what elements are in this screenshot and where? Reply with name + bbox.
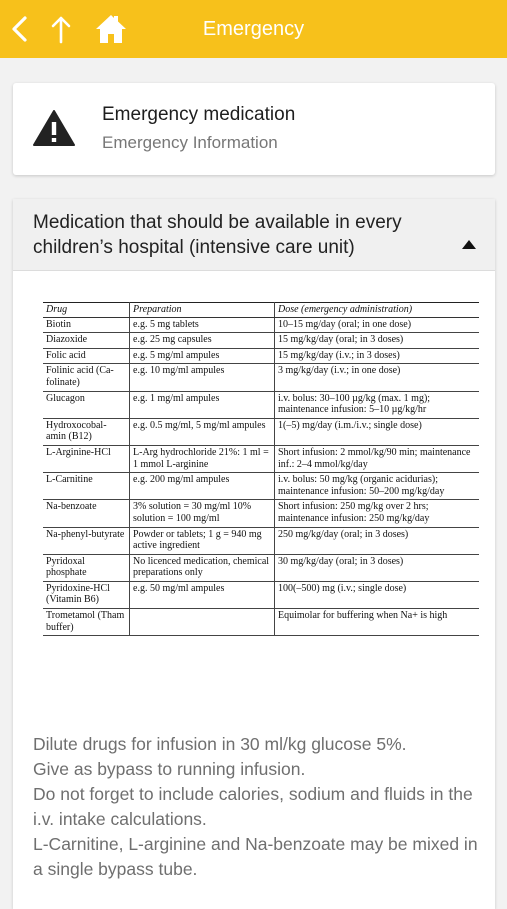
triangle-up-icon[interactable] xyxy=(462,240,476,249)
table-row xyxy=(43,527,479,554)
card-title: Emergency medication xyxy=(102,104,296,125)
table-row xyxy=(43,348,479,364)
table-row xyxy=(43,333,479,349)
drug-cell: Glucagon xyxy=(43,391,130,418)
instruction-line: Dilute drugs for infusion in 30 ml/kg glucose 5%. xyxy=(33,734,407,754)
medication-table xyxy=(43,302,479,636)
drug-cell: Pyridoxine-HCl (Vitamin B6) xyxy=(43,581,130,608)
dose-cell: Short infusion: 2 mmol/kg/90 min; maintenance inf.: 2–4 mmol/kg/day xyxy=(275,445,480,472)
drug-cell: Folic acid xyxy=(43,348,130,364)
table-row xyxy=(43,500,479,527)
table-row xyxy=(43,418,479,445)
preparation-cell xyxy=(130,609,275,636)
preparation-cell: e.g. 1 mg/ml ampules xyxy=(130,391,275,418)
table-row xyxy=(43,473,479,500)
drug-cell: Pyridoxal phosphate xyxy=(43,554,130,581)
table-header-row xyxy=(43,303,479,318)
drug-cell: Na-phenyl-butyrate xyxy=(43,527,130,554)
preparation-cell: e.g. 200 mg/ml ampules xyxy=(130,473,275,500)
warning-icon xyxy=(32,109,76,147)
dose-cell: 30 mg/kg/day (oral; in 3 doses) xyxy=(275,554,480,581)
preparation-cell: No licenced medication, chemical preparations only xyxy=(130,554,275,581)
preparation-cell: L-Arg hydrochloride 21%: 1 ml = 1 mmol L-arginine xyxy=(130,445,275,472)
dose-cell: Equimolar for buffering when Na+ is high xyxy=(275,609,480,636)
instruction-line: Give as bypass to running infusion. xyxy=(33,759,306,779)
instruction-line: Do not forget to include calories, sodium and fluids in the i.v. intake calculations. xyxy=(33,784,473,829)
preparation-cell: e.g. 50 mg/ml ampules xyxy=(130,581,275,608)
preparation-cell: e.g. 5 mg tablets xyxy=(130,317,275,333)
dose-cell: 250 mg/kg/day (oral; in 3 doses) xyxy=(275,527,480,554)
card-subtitle: Emergency Information xyxy=(102,133,278,152)
preparation-cell: e.g. 5 mg/ml ampules xyxy=(130,348,275,364)
preparation-cell: Powder or tablets; 1 g = 940 mg active ingredient xyxy=(130,527,275,554)
table-row xyxy=(43,609,479,636)
column-header-dose: Dose (emergency administration) xyxy=(275,303,480,318)
dose-cell: 3 mg/kg/day (i.v.; in one dose) xyxy=(275,364,480,391)
preparation-cell: e.g. 25 mg capsules xyxy=(130,333,275,349)
drug-cell: Diazoxide xyxy=(43,333,130,349)
dose-cell: 1(–5) mg/day (i.m./i.v.; single dose) xyxy=(275,418,480,445)
medication-panel xyxy=(13,199,495,909)
drug-cell: Biotin xyxy=(43,317,130,333)
column-header-preparation: Preparation xyxy=(130,303,275,318)
dose-cell: 10–15 mg/day (oral; in one dose) xyxy=(275,317,480,333)
dose-cell: i.v. bolus: 50 mg/kg (organic acidurias); maintenance infusion: 50–200 mg/kg/day xyxy=(275,473,480,500)
preparation-cell: 3% solution = 30 mg/ml 10% solution = 100 mg/ml xyxy=(130,500,275,527)
preparation-cell: e.g. 10 mg/ml ampules xyxy=(130,364,275,391)
drug-cell: Folinic acid (Ca-folinate) xyxy=(43,364,130,391)
dose-cell: 100(–500) mg (i.v.; single dose) xyxy=(275,581,480,608)
page-title: Emergency xyxy=(202,18,305,40)
top-app-bar xyxy=(0,0,507,58)
table-row xyxy=(43,364,479,391)
drug-cell: Na-benzoate xyxy=(43,500,130,527)
dose-cell: Short infusion: 250 mg/kg over 2 hrs; maintenance infusion: 250 mg/kg/day xyxy=(275,500,480,527)
drug-cell: Trometamol (Tham buffer) xyxy=(43,609,130,636)
emergency-medication-card[interactable] xyxy=(13,83,495,175)
panel-title: Medication that should be available in every children’s hospital (intensive care unit) xyxy=(33,212,402,258)
column-header-drug: Drug xyxy=(43,303,130,318)
dose-cell: 15 mg/kg/day (oral; in 3 doses) xyxy=(275,333,480,349)
dose-cell: i.v. bolus: 30–100 µg/kg (max. 1 mg); maintenance infusion: 5–10 µg/kg/hr xyxy=(275,391,480,418)
instructions-text xyxy=(33,732,483,882)
preparation-cell: e.g. 0.5 mg/ml, 5 mg/ml ampules xyxy=(130,418,275,445)
instruction-line: L-Carnitine, L-arginine and Na-benzoate may be mixed in a single bypass tube. xyxy=(33,834,478,879)
drug-cell: L-Arginine-HCl xyxy=(43,445,130,472)
table-row xyxy=(43,391,479,418)
dose-cell: 15 mg/kg/day (i.v.; in 3 doses) xyxy=(275,348,480,364)
table-row xyxy=(43,581,479,608)
drug-cell: L-Carnitine xyxy=(43,473,130,500)
drug-cell: Hydroxocobal-amin (B12) xyxy=(43,418,130,445)
table-row xyxy=(43,554,479,581)
panel-header[interactable] xyxy=(13,199,495,271)
table-row xyxy=(43,445,479,472)
table-row xyxy=(43,317,479,333)
